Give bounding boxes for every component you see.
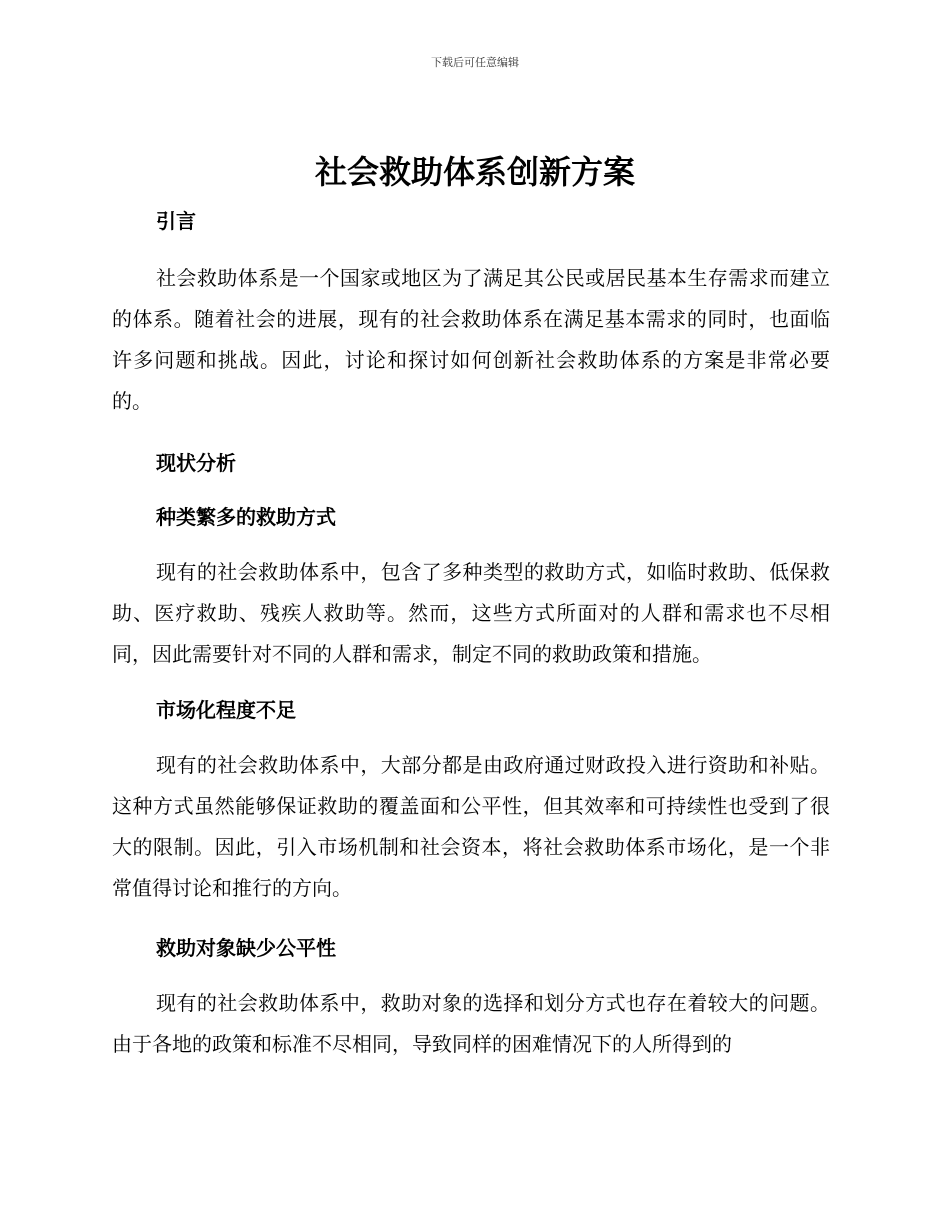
subsection-heading-market: 市场化程度不足 — [156, 698, 296, 722]
paragraph-fairness: 现有的社会救助体系中，救助对象的选择和划分方式也存在着较大的问题。由于各地的政策和标准不尽相同，导致同样的困难情况下的人所得到的 — [112, 991, 830, 1056]
section-heading-intro: 引言 — [156, 209, 196, 233]
paragraph-methods: 现有的社会救助体系中，包含了多种类型的救助方式，如临时救助、低保救助、医疗救助、残疾人救助等。然而，这些方式所面对的人群和需求也不尽相同，因此需要针对不同的人群和需求，制定不同的救助政策和措施。 — [112, 560, 830, 666]
section-heading-status: 现状分析 — [156, 451, 236, 475]
subsection-heading-methods: 种类繁多的救助方式 — [156, 505, 336, 529]
page-title: 社会救助体系创新方案 — [314, 153, 635, 191]
paragraph-intro: 社会救助体系是一个国家或地区为了满足其公民或居民基本生存需求而建立的体系。随着社会的进展，现有的社会救助体系在满足基本需求的同时，也面临许多问题和挑战。因此，讨论和探讨如何创新社会救助体系的方案是非常必要的。 — [112, 266, 830, 413]
document-body — [112, 196, 830, 1065]
paragraph-market: 现有的社会救助体系中，大部分都是由政府通过财政投入进行资助和补贴。这种方式虽然能够保证救助的覆盖面和公平性，但其效率和可持续性也受到了很大的限制。因此，引入市场机制和社会资本，将社会救助体系市场化，是一个非常值得讨论和推行的方向。 — [112, 753, 830, 900]
header-note: 下载后可任意编辑 — [431, 56, 519, 69]
subsection-heading-fairness: 救助对象缺少公平性 — [156, 936, 336, 960]
